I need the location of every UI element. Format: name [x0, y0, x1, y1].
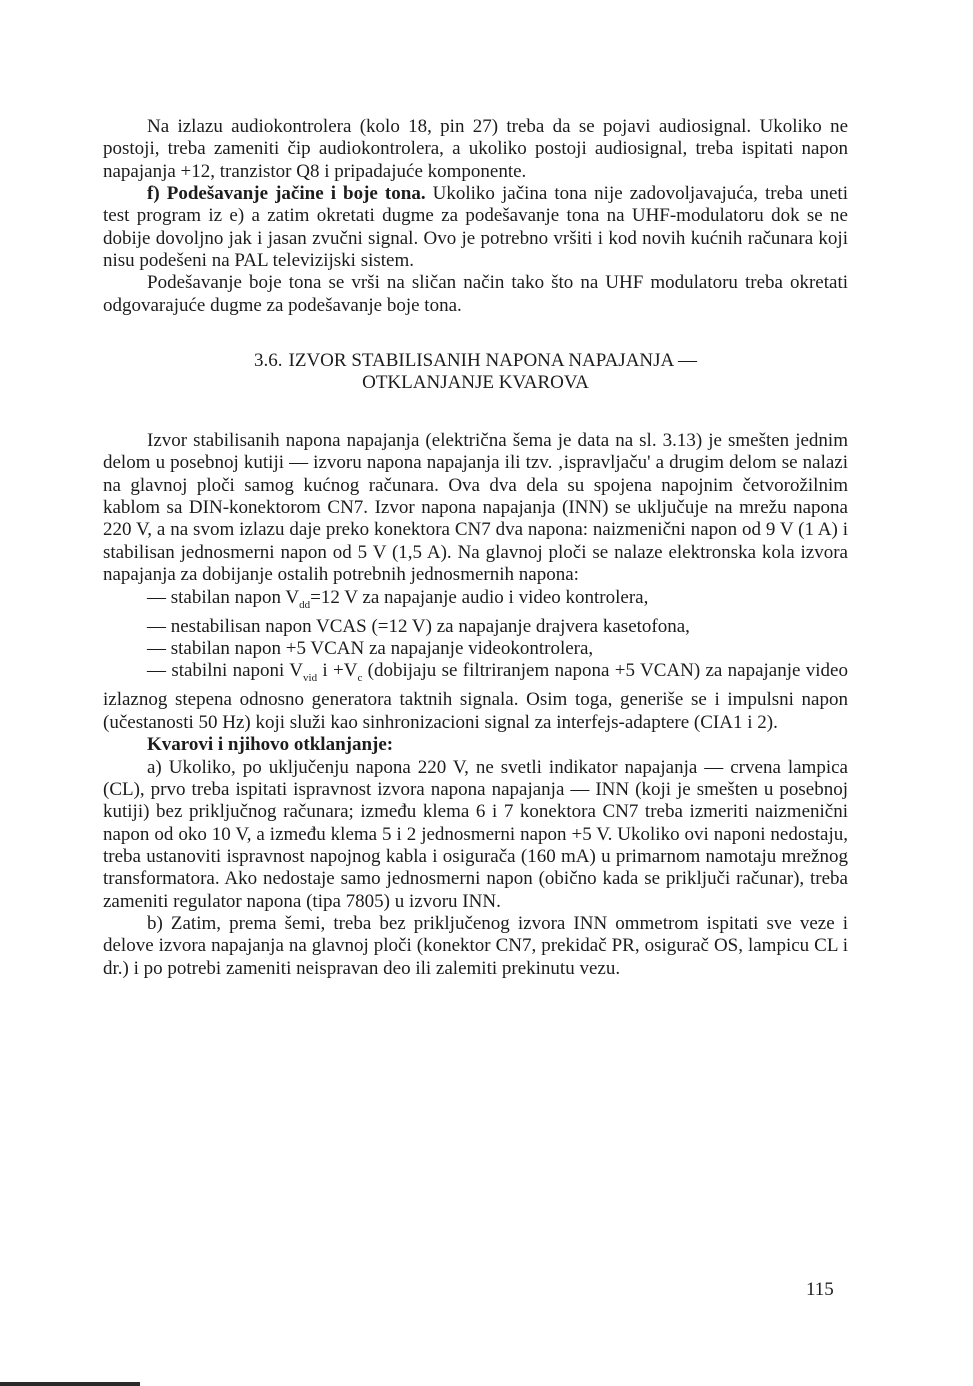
dash-item-vvid [103, 660, 848, 734]
section-number: 3.6. [254, 350, 283, 372]
dash-item-vvid-s2: c [357, 672, 363, 685]
section-heading-line1 [103, 350, 848, 372]
section-title-line1: IZVOR STABILISANIH NAPONA NAPAJANJA — [288, 350, 697, 372]
section-title-line2: OTKLANJANJE KVAROVA [362, 372, 589, 394]
dash-item-vvid-p2: i +V [317, 660, 358, 682]
kvarovi-heading: Kvarovi i njihovo otklanjanje: [147, 734, 394, 756]
dash-item-vvid-p1: — stabilni naponi V [147, 660, 304, 682]
dash-item-vcas: — nestabilisan napon VCAS (=12 V) za napajanje drajvera kasetofona, [147, 615, 690, 637]
section-f-text: Ukoliko jačina tona nije zadovoljavajuća, treba uneti test program iz e) a zatim okretati dugme za podešavanje tona na UHF-modulatoru dok se ne dobije dovoljno jak i jasan zvučni signal. Ovo je potrebno vršiti i kod novih kućnih računara koji nisu podešeni na PAL televizijski sistem. [103, 183, 848, 272]
item-a: a) Ukoliko, po uključenju napona 220 V, ne svetli indikator napajanja — crvena lampica (CL), prvo treba ispitati ispravnost izvora napona napajanja — INN (koji je smešten u posebnoj kutiji) bez priključnog računara; između klema 6 i 7 konektora CN7 treba izmeriti naizmenični napon od oko 10 V, a između klema 5 i 2 jednosmerni napon +5 V. Ukoliko ovi naponi nedostaju, treba ustanoviti ispravnost napojnog kabla i osigurača (160 mA) u primarnom namotaju mrežnog transformatora. Ako nedostaje samo jednosmerni napon (obično kada se priključi računar), treba zameniti regulator napona (tipa 7805) u izvoru INN. [103, 756, 848, 912]
scan-edge-mark [0, 1382, 140, 1386]
paragraph-section-f [103, 183, 848, 272]
document-page [103, 116, 848, 980]
dash-item-vdd [103, 587, 848, 616]
dash-item-vdd-sub: dd [299, 598, 311, 611]
section-f-title: f) Podešavanje jačine i boje tona. [147, 183, 426, 205]
paragraph-izvor: Izvor stabilisanih napona napajanja (električna šema je data na sl. 3.13) je smešten jednim delom u posebnoj kutiji — izvoru napona napajanja ili tzv. ‚ispravljaču' a drugim delom se nalazi na glavnoj ploči samog kućnog računara. Ova dva dela su spojena napojnim četvorožilnim kablom sa DIN-konektorom CN7. Izvor napona napajanja (INN) se uključuje na mrežu napona 220 V, a na svom izlazu daje preko konektora CN7 dva napona: naizmenični napon od 9 V (1 A) i stabilisan jednosmerni napon od 5 V (1,5 A). Na glavnoj ploči se nalaze elektronska kola izvora napajanja za dobijanje ostalih potrebnih jednosmernih napona: [103, 430, 848, 586]
paragraph-audiosignal: Na izlazu audiokontrolera (kolo 18, pin 27) treba da se pojavi audiosignal. Ukoliko ne postoji, treba zameniti čip audiokontrolera, a ukoliko postoji audiosignal, treba ispitati napon napajanja +12, tranzistor Q8 i pripadajuće komponente. [103, 116, 848, 182]
dash-item-vvid-p3: (dobijaju se filtriranjem napona +5 VCAN) za napajanje video izlaznog stepena odnosno generatora taktnih signala. Osim toga, generiše se i impulsni napon (učestanosti 50 Hz) koji služi kao sinhronizacioni signal za interfejs-adaptere (CIA1 i 2). [103, 660, 848, 733]
dash-item-vdd-post: =12 V za napajanje audio i video kontrolera, [310, 586, 649, 608]
dash-item-vvid-s1: vid [303, 672, 318, 685]
paragraph-boja-tona: Podešavanje boje tona se vrši na sličan način tako što na UHF modulatoru treba okretati odgovarajuće dugme za podešavanje boje tona. [103, 272, 848, 316]
item-b: b) Zatim, prema šemi, treba bez priključenog izvora INN ommetrom ispitati sve veze i delove izvora napajanja na glavnoj ploči (konektor CN7, prekidač PR, osigurač OS, lampicu CL i dr.) i po potrebi zameniti neispravan deo ili zalemiti prekinutu vezu. [103, 912, 848, 979]
section-heading [103, 350, 848, 394]
dash-item-vcan: — stabilan napon +5 VCAN za napajanje videokontrolera, [147, 637, 594, 659]
dash-item-vdd-pre: — stabilan napon V [147, 586, 300, 608]
page-number: 115 [806, 1279, 834, 1300]
